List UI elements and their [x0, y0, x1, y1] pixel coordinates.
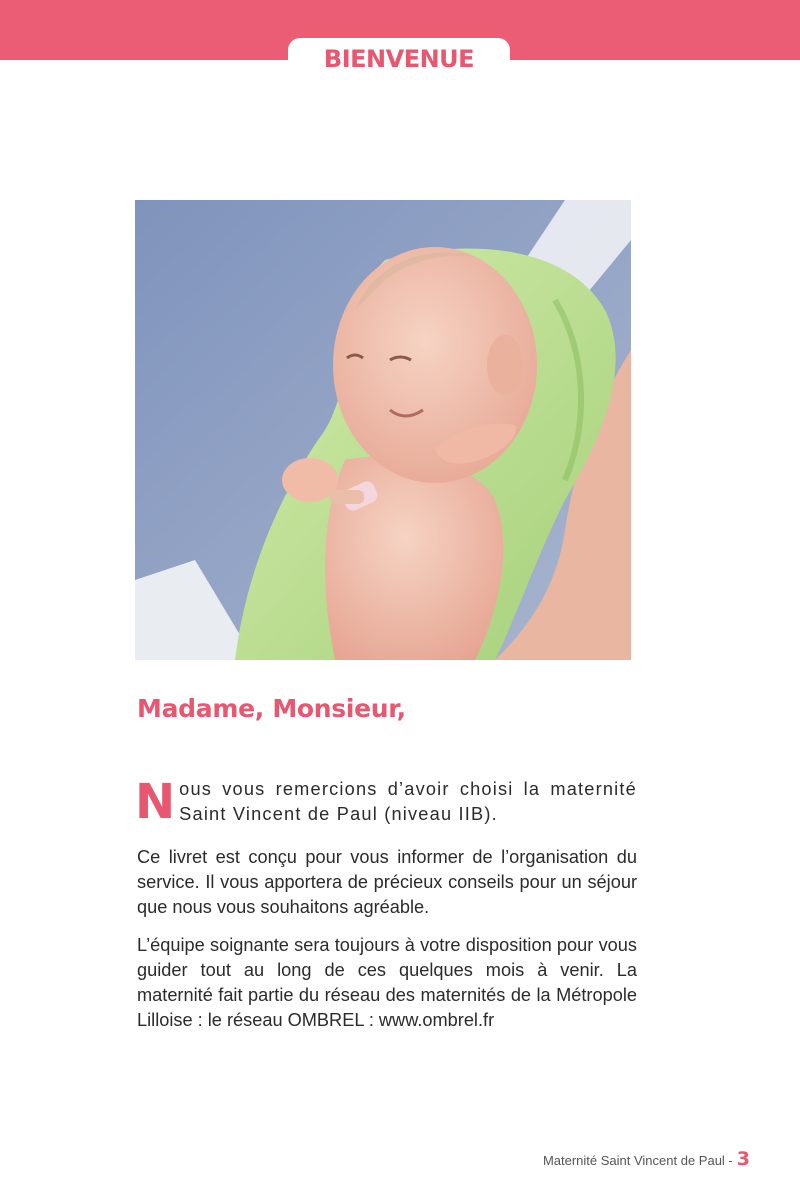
page-number: 3 — [736, 1148, 750, 1170]
page-footer — [543, 1148, 750, 1170]
drop-cap: N — [135, 774, 176, 830]
team-paragraph: L’équipe soignante sera toujours à votre disposition pour vous guider tout au long de ces quelques mois à venir. La maternité fait partie du réseau des maternités de la Métropole Lilloise : le réseau OMBREL : www.ombrel.fr — [137, 935, 637, 1030]
footer-text: Maternité Saint Vincent de Paul - — [542, 1153, 733, 1168]
newborn-photo — [135, 200, 631, 660]
intro-paragraph — [135, 774, 637, 830]
section-title: BIENVENUE — [323, 45, 475, 73]
booklet-paragraph: Ce livret est conçu pour vous informer de l’organisation du service. Il vous apportera de précieux conseils pour un séjour que nous vous souhaitons agréable. — [137, 847, 637, 917]
intro-text: ous vous remercions d’avoir choisi la maternité Saint Vincent de Paul (niveau IIB). — [179, 779, 637, 824]
salutation: Madame, Monsieur, — [137, 694, 406, 723]
section-title-tab — [288, 38, 510, 80]
